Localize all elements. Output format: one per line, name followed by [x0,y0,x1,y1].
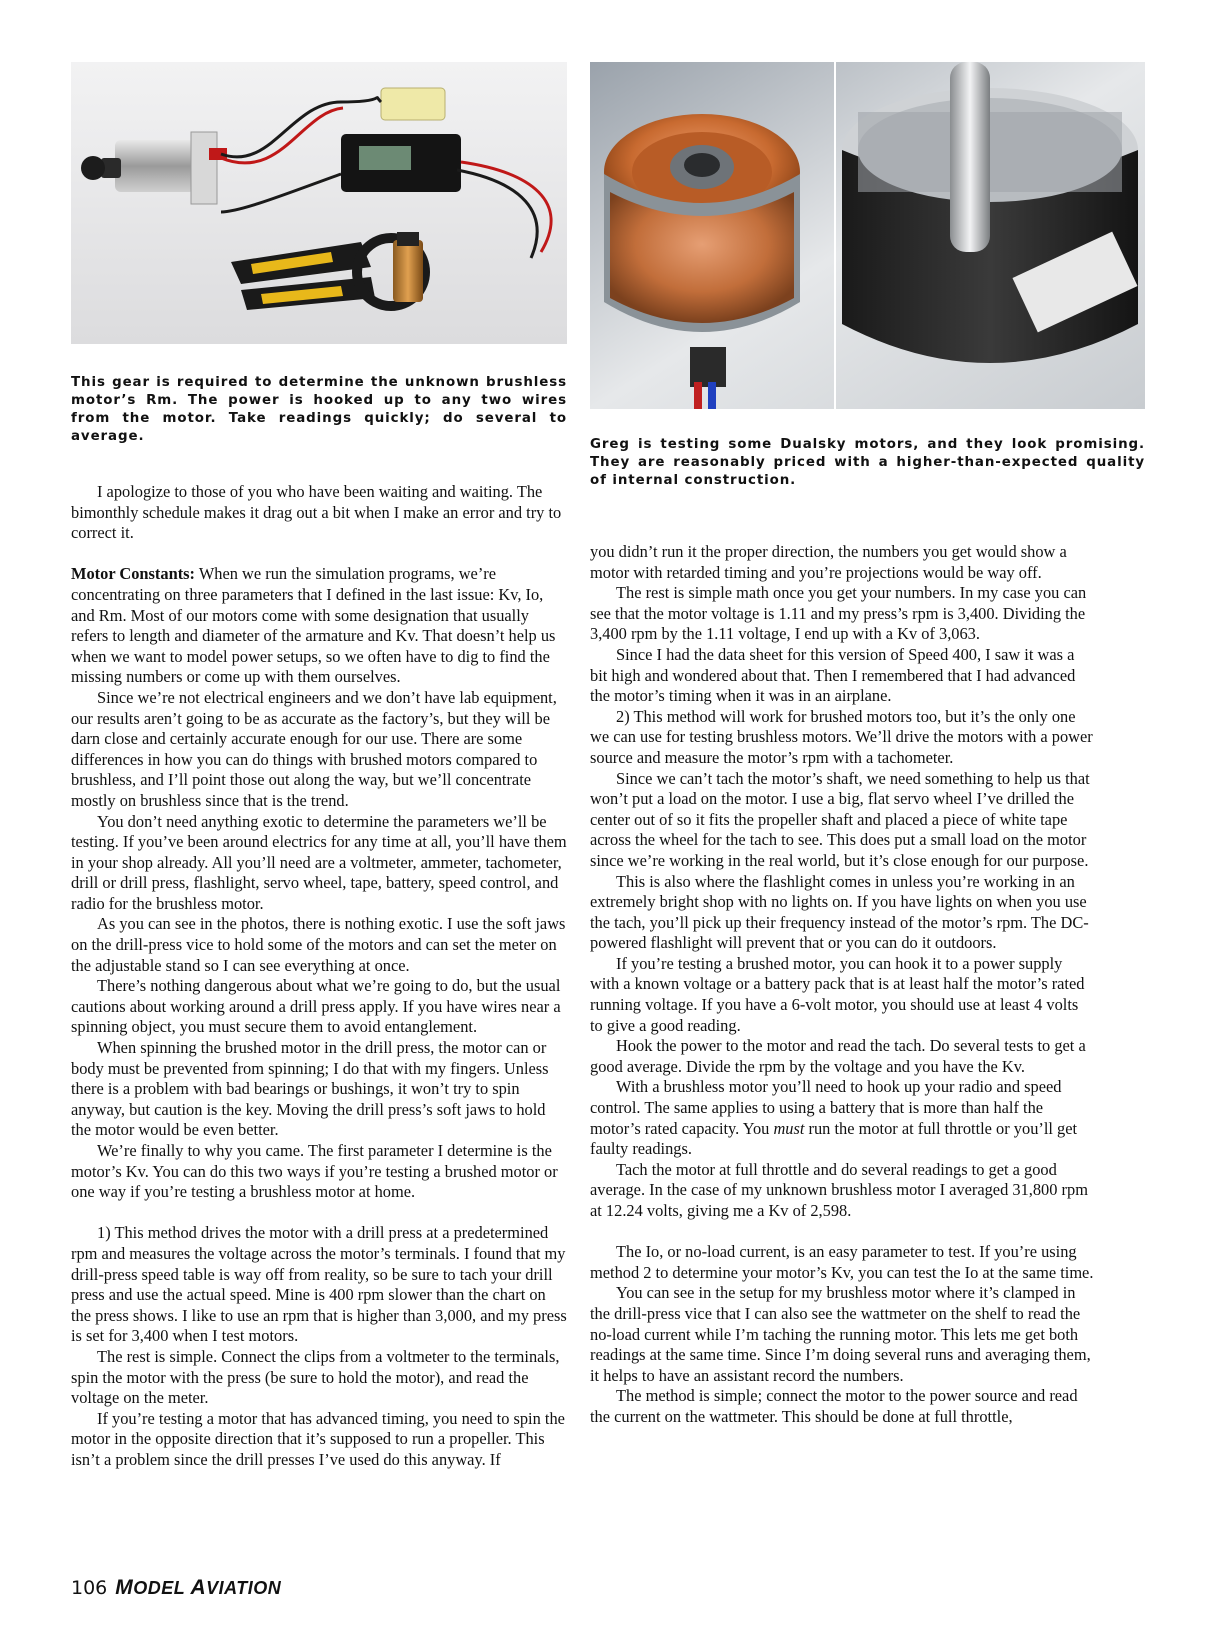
paragraph: If you’re testing a brushed motor, you can hook it to a power supply with a known voltage or a battery pack that is at least half the motor’s rated running voltage. If you have a 6-volt motor, you should use at least 4 volts to give a good reading. [590,953,1085,1035]
paragraph: You don’t need anything exotic to determine the parameters we’ll be testing. If you’ve been around electrics for any time at all, you’ll have them in your shop already. All you’ll need are a voltmeter, ammeter, tachometer, drill or drill press, flashlight, servo wheel, tape, battery, speed control, and radio for the brushless motor. [71,811,567,913]
paragraph: When spinning the brushed motor in the drill press, the motor can or body must be prevented from spinning; I do that with my fingers. Unless there is a problem with bad bearings or bushings, it won’t try to spin anyway, but caution is the key. Moving the drill press’s soft jaws to hold the motor would be even better. [71,1038,549,1140]
photo-test-gear [71,62,567,344]
caption-dualsky-motors: Greg is testing some Dualsky motors, and they look promising. They are reasonably priced with a higher-than-expected quality of internal construction. [590,437,1145,488]
paragraph: Hook the power to the motor and read the tach. Do several tests to get a good average. Divide the rpm by the voltage and you have the Kv. [590,1036,1086,1076]
paragraph: If you’re testing a motor that has advanced timing, you need to spin the motor in the opposite direction that it’s supposed to run a propeller. This isn’t a problem since the drill presses I’ve used do this anyway. If [71,1408,565,1469]
dualsky-motors-illustration [590,62,1145,409]
emphasis: must [773,1118,805,1138]
paragraph: 2) This method will work for brushed motors too, but it’s the only one we can use for testing brushless motors. We’ll drive the motors with a power source and measure the motor’s rpm with a tachometer. [590,706,1093,767]
paragraph: There’s nothing dangerous about what we’re going to do, but the usual cautions about working around a drill press apply. If you have wires near a spinning object, you must secure them to avoid entanglement. [71,976,561,1037]
page-number: 106 [71,1577,108,1599]
paragraph: I apologize to those of you who have been waiting and waiting. The bimonthly schedule makes it drag out a bit when I make an error and try to correct it. [71,482,562,543]
article-column-left [71,482,567,1471]
paragraph: The rest is simple math once you get your numbers. In my case you can see that the motor voltage is 1.11 and my press’s rpm is 3,400. Dividing the 3,400 rpm by the 1.11 voltage, I end up with a Kv of 3,063. [590,583,1087,644]
article-column-right [590,542,1094,1428]
paragraph: Tach the motor at full throttle and do several readings to get a good average. In the case of my unknown brushless motor I averaged 31,800 rpm at 12.24 volts, giving me a Kv of 2,598. [590,1159,1088,1220]
section-heading: Motor Constants: [71,564,195,584]
paragraph: 1) This method drives the motor with a drill press at a predetermined rpm and measures the voltage across the motor’s terminals. I found that my drill-press speed table is way off from reality, so be sure to tach your drill press and use the actual speed. Mine is 400 rpm slower than the chart on the press shows. I like to use an rpm that is higher than 3,000, and my press is set for 3,400 when I test motors. [71,1223,567,1346]
paragraph: Since we’re not electrical engineers and we don’t have lab equipment, our results aren’t going to be as accurate as the factory’s, but they will be darn close and certainly accurate enough for our use. There are some differences in how you can do things with brushed motors compared to brushless, and I’ll point those out along the way, but we’ll concentrate mostly on brushless since that is the trend. [71,687,557,810]
paragraph: Since I had the data sheet for this version of Speed 400, I saw it was a bit high and wondered about that. Then I remembered that I had advanced the motor’s timing when it was in an airplane. [590,644,1076,706]
paragraph-brushless: With a brushless motor you’ll need to hook up your radio and speed control. The same applies to using a battery that is more than half the motor’s rated capacity. You must run the motor at full throttle or you’ll get faulty readings. [590,1077,1078,1159]
test-gear-illustration [71,62,567,344]
photo-dualsky-motors [590,62,1145,409]
paragraph: Since we can’t tach the motor’s shaft, we need something to help us that won’t put a load on the motor. I use a big, flat servo wheel I’ve drilled the center out of so it fits the propeller shaft and placed a piece of white tape across the wheel for the tach to see. This does put a small load on the motor since we’re working in the real world, but it’s close enough for our purpose. [590,768,1090,870]
paragraph: The method is simple; connect the motor to the power source and read the current on the wattmeter. This should be done at full throttle, [590,1386,1078,1426]
paragraph: The Io, or no-load current, is an easy parameter to test. If you’re using method 2 to determine your motor’s Kv, you can test the Io at the same time. [590,1242,1094,1282]
paragraph: you didn’t run it the proper direction, the numbers you get would show a motor with retarded timing and you’re projections would be way off. [590,542,1067,582]
paragraph: As you can see in the photos, there is nothing exotic. I use the soft jaws on the drill-press vice to hold some of the motors and can set the meter on the adjustable stand so I can see everything at once. [71,914,566,975]
page-footer [71,1576,281,1600]
paragraph-text: When we run the simulation programs, we’re concentrating on three parameters that I defined in the last issue: Kv, Io, and Rm. Most of our motors come with some designation that usually refers to length and diameter of the armature and Kv. That doesn’t help us when we want to model power setups, so we often have to dig to find the missing numbers or come up with them ourselves. [71,564,556,687]
paragraph: You can see in the setup for my brushless motor where it’s clamped in the drill-press vice that I can also see the wattmeter on the shelf to read the no-load current while I’m taching the running motor. This lets me get both readings at the same time. Since I’m doing several runs and averaging them, it helps to have an assistant record the numbers. [590,1283,1091,1385]
magazine-name: MODEL AVIATION [115,1576,282,1599]
paragraph: This is also where the flashlight comes in unless you’re working in an extremely bright shop with no lights on. If you have lights on when you use the tach, you’ll pick up their frequency instead of the motor’s rpm. The DC-powered flashlight will prevent that or you can do it outdoors. [590,871,1089,953]
paragraph-motor-constants [71,564,567,688]
caption-test-gear: This gear is required to determine the unknown brushless motor’s Rm. The power is hooked up to any two wires from the motor. Take readings quickly; do several to average. [71,375,567,444]
paragraph: The rest is simple. Connect the clips from a voltmeter to the terminals, spin the motor with the press (be sure to hold the motor), and read the voltage on the meter. [71,1346,560,1408]
paragraph: We’re finally to why you came. The first parameter I determine is the motor’s Kv. You can do this two ways if you’re testing a brushed motor or one way if you’re testing a brushless motor at home. [71,1141,558,1202]
